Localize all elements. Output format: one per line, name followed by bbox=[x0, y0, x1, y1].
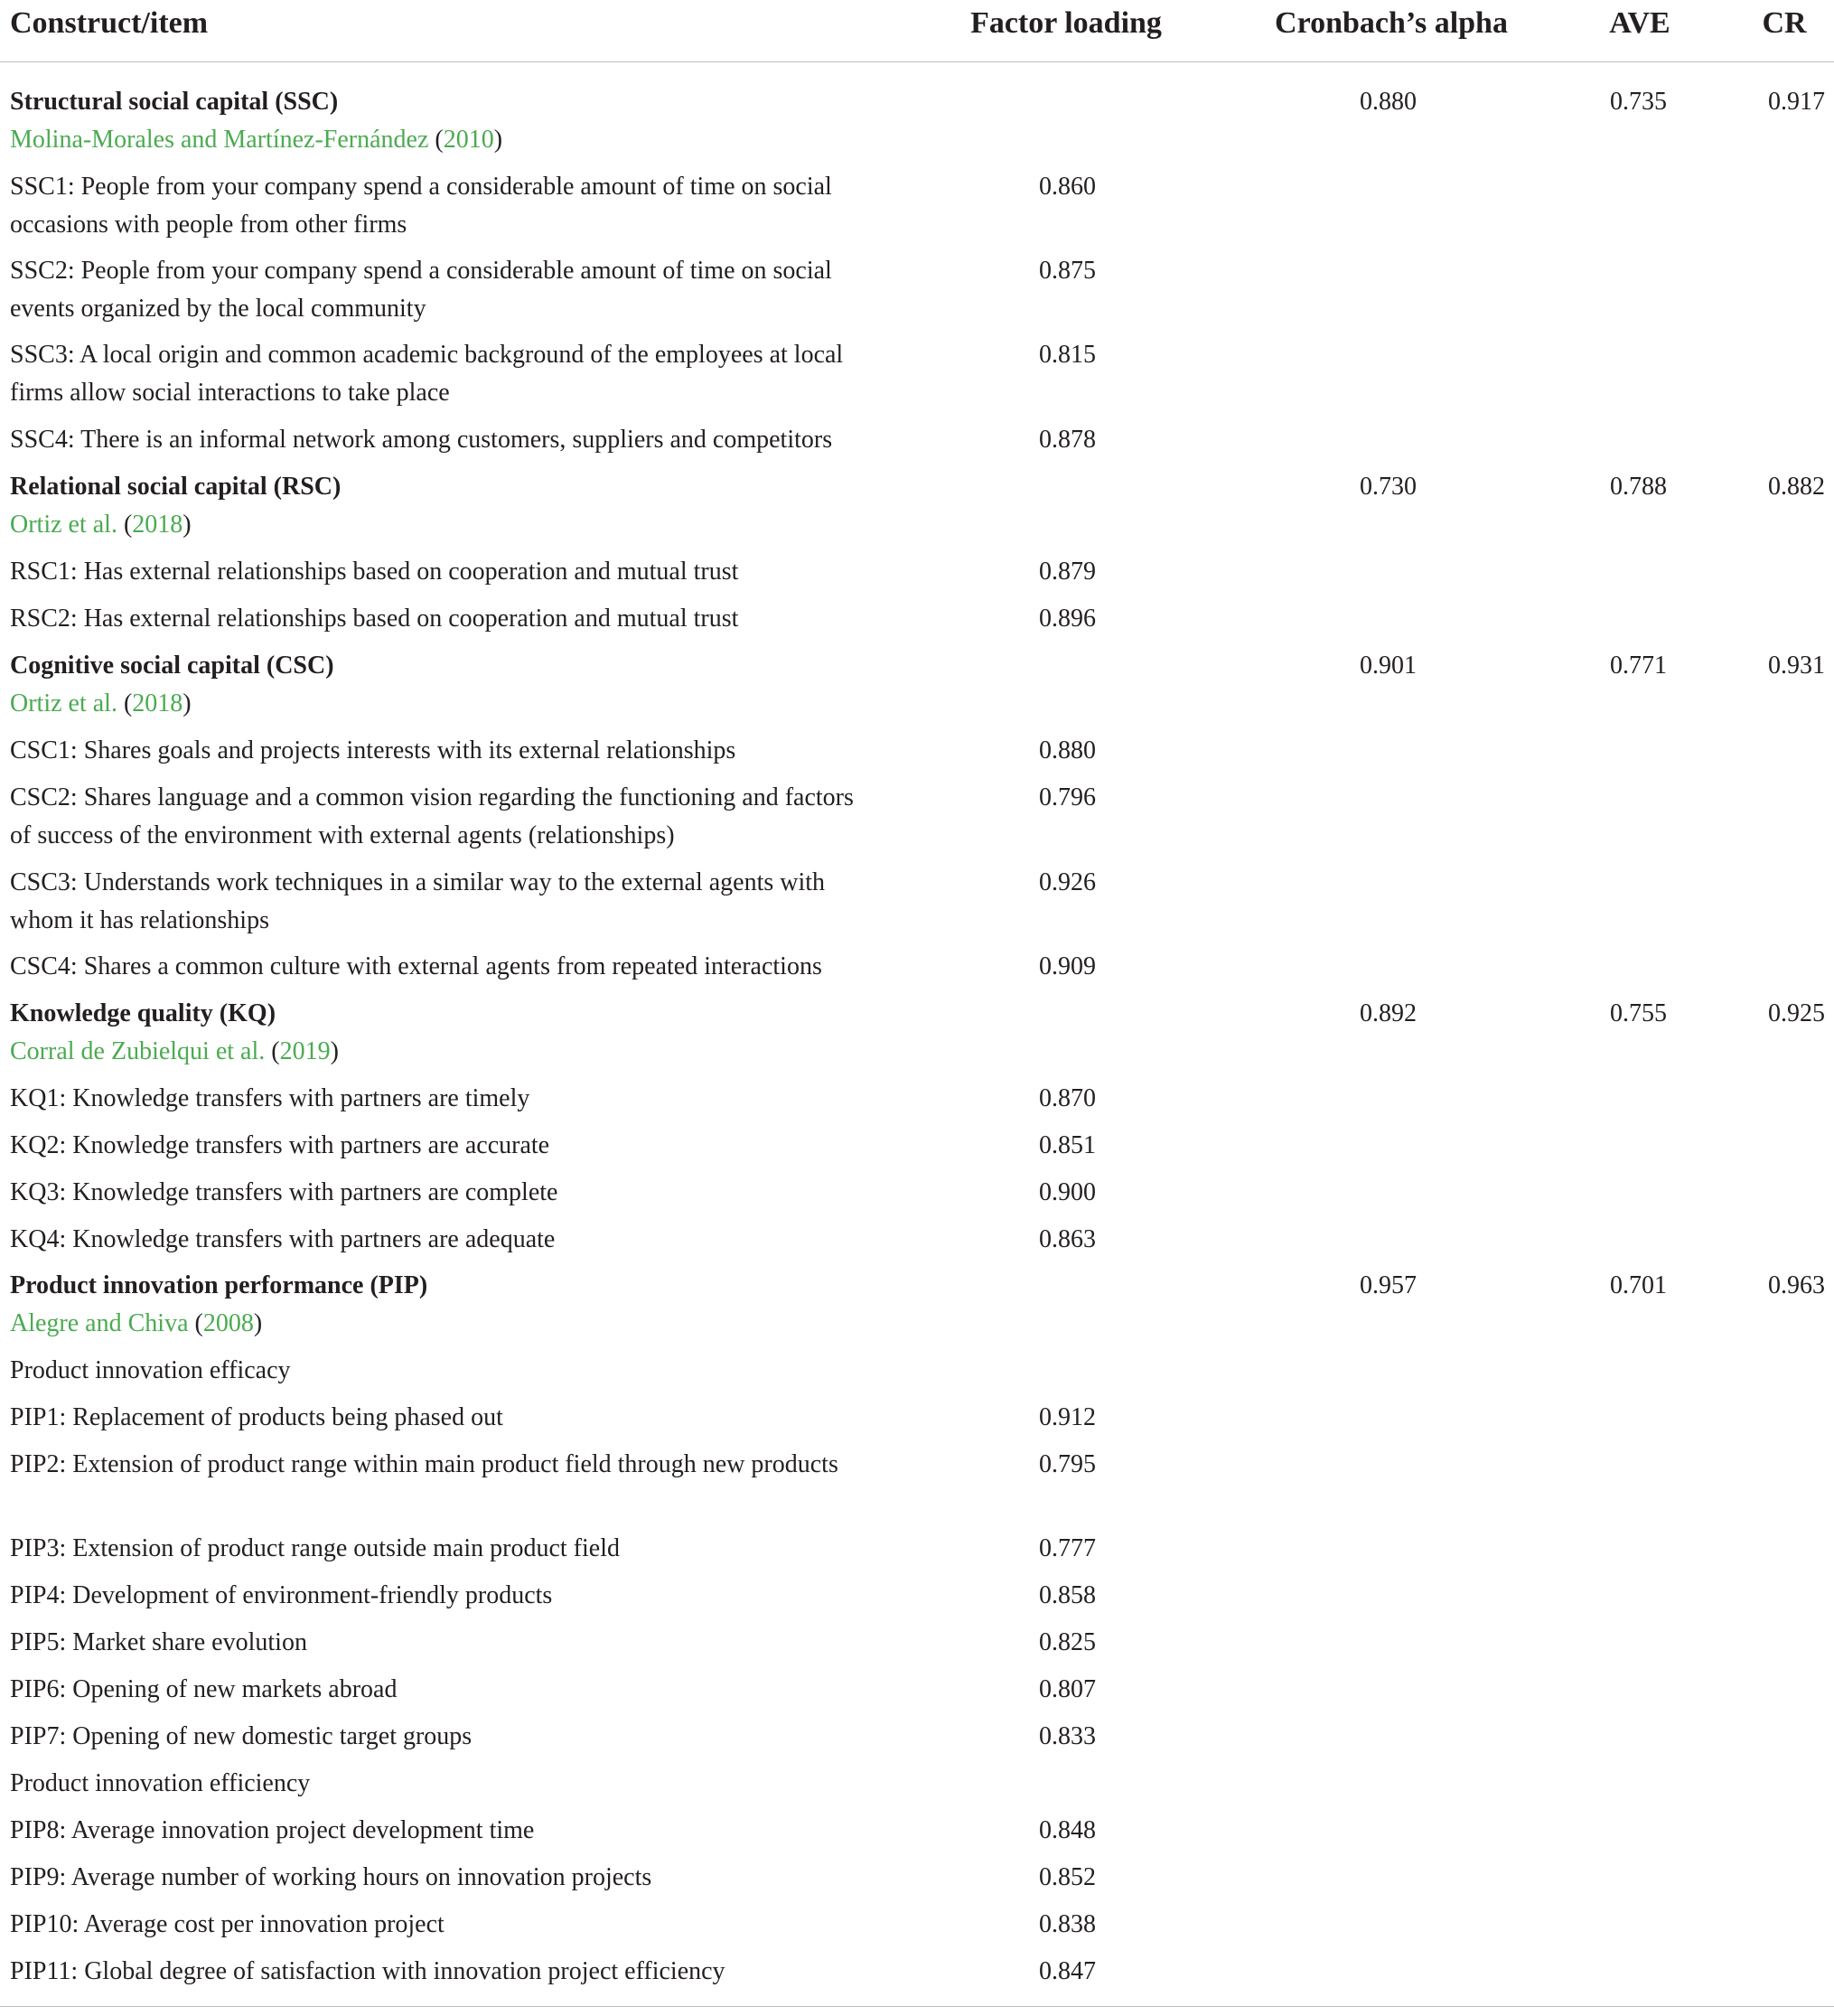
factor-loading-value: 0.858 bbox=[1039, 1581, 1096, 1609]
factor-loading-value: 0.815 bbox=[1039, 341, 1096, 369]
header-cronbach-alpha: Cronbach’s alpha bbox=[1275, 6, 1508, 40]
construct-name: Cognitive social capital (CSC) bbox=[10, 652, 334, 680]
item-text: SSC4: There is an informal network among customers, suppliers and competitors bbox=[10, 426, 833, 454]
construct-name: Product innovation performance (PIP) bbox=[10, 1271, 428, 1299]
cr-value: 0.882 bbox=[1768, 473, 1825, 501]
item-text: CSC1: Shares goals and projects interests with its external relationships bbox=[10, 736, 736, 764]
citation-authors[interactable]: Ortiz et al. bbox=[10, 511, 117, 539]
item-text: PIP2: Extension of product range within main product field through new products bbox=[10, 1450, 838, 1478]
alpha-value: 0.880 bbox=[1360, 88, 1417, 116]
table-header bbox=[0, 0, 1834, 62]
factor-loading-value: 0.795 bbox=[1039, 1450, 1096, 1478]
citation[interactable]: Molina-Morales and Martínez-Fernández (2010) bbox=[10, 126, 503, 154]
item-text: PIP10: Average cost per innovation project bbox=[10, 1910, 444, 1938]
item-text: KQ2: Knowledge transfers with partners are accurate bbox=[10, 1131, 550, 1159]
alpha-value: 0.730 bbox=[1360, 473, 1417, 501]
item-text: PIP5: Market share evolution bbox=[10, 1628, 307, 1656]
item-text: SSC3: A local origin and common academic background of the employees at local firms allow social interactions to take place bbox=[10, 341, 844, 407]
construct-name: Relational social capital (RSC) bbox=[10, 473, 342, 501]
citation-year[interactable]: 2018 bbox=[132, 511, 183, 539]
factor-loading-value: 0.879 bbox=[1039, 558, 1096, 586]
item-text: PIP4: Development of environment-friendly products bbox=[10, 1581, 553, 1609]
factor-loading-value: 0.833 bbox=[1039, 1722, 1096, 1750]
header-cr: CR bbox=[1762, 6, 1807, 40]
factor-loading-value: 0.851 bbox=[1039, 1131, 1096, 1159]
citation-authors[interactable]: Ortiz et al. bbox=[10, 689, 117, 717]
factor-loading-value: 0.807 bbox=[1039, 1675, 1096, 1703]
citation-authors[interactable]: Corral de Zubielqui et al. bbox=[10, 1037, 266, 1065]
citation[interactable]: Corral de Zubielqui et al. (2019) bbox=[10, 1037, 339, 1065]
factor-loading-value: 0.878 bbox=[1039, 426, 1096, 454]
factor-loading-value: 0.912 bbox=[1039, 1403, 1096, 1431]
factor-loading-value: 0.909 bbox=[1039, 952, 1096, 980]
factor-loading-value: 0.848 bbox=[1039, 1816, 1096, 1844]
cr-value: 0.963 bbox=[1768, 1271, 1825, 1299]
citation-authors[interactable]: Alegre and Chiva bbox=[10, 1309, 189, 1337]
item-text: RSC1: Has external relationships based on cooperation and mutual trust bbox=[10, 558, 739, 586]
cr-value: 0.925 bbox=[1768, 999, 1825, 1027]
construct-name: Knowledge quality (KQ) bbox=[10, 999, 276, 1027]
factor-loading-value: 0.825 bbox=[1039, 1628, 1096, 1656]
ave-value: 0.735 bbox=[1610, 88, 1667, 116]
construct-name: Structural social capital (SSC) bbox=[10, 88, 339, 116]
item-text: SSC1: People from your company spend a considerable amount of time on social occasions with people from other firms bbox=[10, 173, 832, 239]
factor-loading-value: 0.863 bbox=[1039, 1225, 1096, 1253]
citation-year[interactable]: 2018 bbox=[132, 689, 183, 717]
factor-loading-value: 0.847 bbox=[1039, 1957, 1096, 1985]
item-subheading: Product innovation efficacy bbox=[10, 1356, 291, 1384]
factor-loading-value: 0.852 bbox=[1039, 1863, 1096, 1891]
citation[interactable]: Alegre and Chiva (2008) bbox=[10, 1309, 263, 1337]
cr-value: 0.917 bbox=[1768, 88, 1825, 116]
citation-year[interactable]: 2019 bbox=[279, 1037, 331, 1065]
item-text: SSC2: People from your company spend a considerable amount of time on social events organized by the local community bbox=[10, 257, 832, 323]
header-construct-item: Construct/item bbox=[10, 6, 209, 40]
factor-loading-value: 0.896 bbox=[1039, 605, 1096, 633]
citation-year[interactable]: 2008 bbox=[202, 1309, 254, 1337]
citation[interactable]: Ortiz et al. (2018) bbox=[10, 689, 192, 717]
ave-value: 0.701 bbox=[1610, 1271, 1667, 1299]
citation-authors[interactable]: Molina-Morales and Martínez-Fernández bbox=[10, 126, 429, 154]
citation-year[interactable]: 2010 bbox=[443, 126, 494, 154]
factor-loading-value: 0.777 bbox=[1039, 1534, 1096, 1562]
item-text: PIP8: Average innovation project development time bbox=[10, 1816, 535, 1844]
factor-loading-value: 0.860 bbox=[1039, 173, 1096, 201]
item-text: CSC4: Shares a common culture with external agents from repeated interactions bbox=[10, 952, 822, 980]
factor-loading-value: 0.875 bbox=[1039, 257, 1096, 285]
factor-loading-value: 0.870 bbox=[1039, 1084, 1096, 1112]
alpha-value: 0.957 bbox=[1360, 1271, 1417, 1299]
item-text: PIP9: Average number of working hours on innovation projects bbox=[10, 1863, 652, 1891]
item-text: PIP3: Extension of product range outside main product field bbox=[10, 1534, 620, 1562]
factor-loading-value: 0.880 bbox=[1039, 736, 1096, 764]
item-text: RSC2: Has external relationships based on cooperation and mutual trust bbox=[10, 605, 739, 633]
ave-value: 0.755 bbox=[1610, 999, 1667, 1027]
factor-loading-value: 0.926 bbox=[1039, 868, 1096, 896]
item-text: CSC3: Understands work techniques in a similar way to the external agents with whom it has relationships bbox=[10, 868, 826, 934]
header-ave: AVE bbox=[1609, 6, 1670, 40]
factor-loading-value: 0.796 bbox=[1039, 783, 1096, 811]
ave-value: 0.788 bbox=[1610, 473, 1667, 501]
cr-value: 0.931 bbox=[1768, 652, 1825, 680]
alpha-value: 0.901 bbox=[1360, 652, 1417, 680]
item-text: PIP6: Opening of new markets abroad bbox=[10, 1675, 398, 1703]
item-text: CSC2: Shares language and a common vision regarding the functioning and factors of success of the environment with external agents (relationships) bbox=[10, 783, 854, 849]
alpha-value: 0.892 bbox=[1360, 999, 1417, 1027]
header-factor-loading: Factor loading bbox=[970, 6, 1162, 40]
factor-loading-value: 0.838 bbox=[1039, 1910, 1096, 1938]
item-text: PIP1: Replacement of products being phased out bbox=[10, 1403, 503, 1431]
item-text: PIP7: Opening of new domestic target groups bbox=[10, 1722, 473, 1750]
item-text: KQ3: Knowledge transfers with partners are complete bbox=[10, 1178, 558, 1206]
item-text: KQ4: Knowledge transfers with partners are adequate bbox=[10, 1225, 556, 1253]
item-subheading: Product innovation efficiency bbox=[10, 1769, 311, 1797]
item-text: PIP11: Global degree of satisfaction with innovation project efficiency bbox=[10, 1957, 725, 1985]
factor-loading-value: 0.900 bbox=[1039, 1178, 1096, 1206]
ave-value: 0.771 bbox=[1610, 652, 1667, 680]
citation[interactable]: Ortiz et al. (2018) bbox=[10, 511, 192, 539]
table-bottom-rule bbox=[0, 2006, 1834, 2007]
item-text: KQ1: Knowledge transfers with partners are timely bbox=[10, 1084, 530, 1112]
